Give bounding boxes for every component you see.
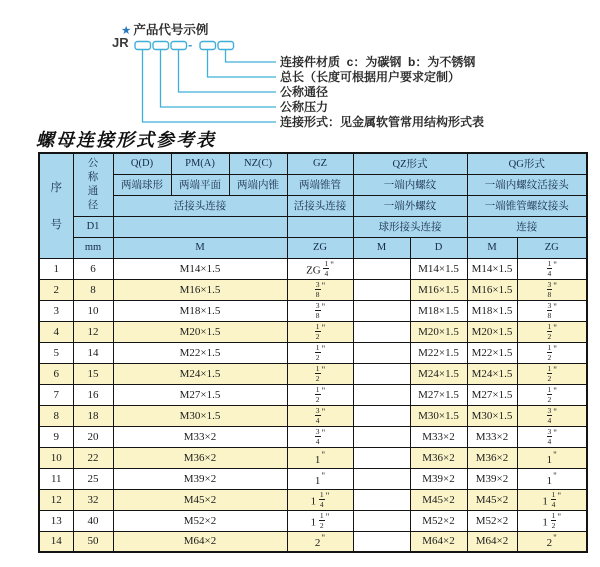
- code-box: [135, 42, 151, 50]
- cell-thread-m: M16×1.5: [113, 279, 287, 300]
- cell-dn: 12: [73, 321, 113, 342]
- header-d-qz: D: [410, 237, 467, 258]
- cell-qg-zg: $\frac{1}{2}$ ": [517, 342, 587, 363]
- cell-gz: 1 $\frac{1}{4}$ ": [287, 489, 353, 510]
- reference-table: [38, 152, 588, 553]
- cell-dn: 15: [73, 363, 113, 384]
- cell-qg-zg: 1 $\frac{1}{2}$ ": [517, 510, 587, 531]
- cell-thread-m: M52×2: [113, 510, 287, 531]
- table-row: [39, 426, 587, 447]
- cell-dn: 20: [73, 426, 113, 447]
- cell-thread-m: M20×1.5: [113, 321, 287, 342]
- table-row: [39, 468, 587, 489]
- cell-qz-m: [353, 426, 410, 447]
- cell-qz-d: M18×1.5: [410, 300, 467, 321]
- table-row: [39, 510, 587, 531]
- header-unit: mm: [73, 237, 113, 258]
- cell-qg-zg: 1": [517, 447, 587, 468]
- cell-qg-m: M14×1.5: [467, 258, 517, 279]
- code-label-diameter: 公称通径: [280, 85, 329, 99]
- cell-gz: $\frac{1}{2}$ ": [287, 384, 353, 405]
- cell-gz: $\frac{3}{8}$ ": [287, 279, 353, 300]
- cell-dn: 16: [73, 384, 113, 405]
- cell-qg-m: M52×2: [467, 510, 517, 531]
- cell-qz-m: [353, 342, 410, 363]
- cell-qz-d: M39×2: [410, 468, 467, 489]
- cell-qg-zg: $\frac{3}{8}$ ": [517, 279, 587, 300]
- header-union-connection: 活接头连接: [113, 195, 287, 216]
- cell-dn: 50: [73, 531, 113, 552]
- header-col-q: Q(D): [113, 153, 171, 174]
- cell-thread-m: M27×1.5: [113, 384, 287, 405]
- cell-gz: 1": [287, 468, 353, 489]
- cell-seq: 13: [39, 510, 73, 531]
- cell-gz: 1": [287, 447, 353, 468]
- cell-seq: 7: [39, 384, 73, 405]
- code-label-connection: 连接形式：见金属软管常用结构形式表: [280, 115, 485, 129]
- cell-seq: 1: [39, 258, 73, 279]
- cell-qz-m: [353, 468, 410, 489]
- header-m-q: M: [113, 237, 287, 258]
- cell-seq: 8: [39, 405, 73, 426]
- header-seq: 序 号: [39, 153, 73, 258]
- cell-thread-m: M33×2: [113, 426, 287, 447]
- cell-qg-m: M27×1.5: [467, 384, 517, 405]
- table-row: [39, 405, 587, 426]
- cell-thread-m: M30×1.5: [113, 405, 287, 426]
- table-row: [39, 363, 587, 384]
- cell-qg-m: M22×1.5: [467, 342, 517, 363]
- cell-seq: 14: [39, 531, 73, 552]
- cell-qg-m: M36×2: [467, 447, 517, 468]
- header-qg-sub1: 一端内螺纹活接头: [467, 174, 587, 195]
- header-zg-qg: ZG: [517, 237, 587, 258]
- cell-seq: 4: [39, 321, 73, 342]
- code-label-length: 总长（长度可根据用户要求定制）: [280, 70, 461, 84]
- cell-qz-d: M22×1.5: [410, 342, 467, 363]
- cell-seq: 2: [39, 279, 73, 300]
- cell-seq: 9: [39, 426, 73, 447]
- cell-qg-m: M18×1.5: [467, 300, 517, 321]
- cell-gz: $\frac{3}{4}$ ": [287, 426, 353, 447]
- table-row: [39, 300, 587, 321]
- table-title: 螺母连接形式参考表: [36, 130, 216, 151]
- header-col-gz: GZ: [287, 153, 353, 174]
- cell-qz-d: M20×1.5: [410, 321, 467, 342]
- cell-qz-m: [353, 384, 410, 405]
- cell-qz-m: [353, 321, 410, 342]
- header-qz-connection: 球形接头连接: [353, 216, 467, 237]
- cell-qz-d: M45×2: [410, 489, 467, 510]
- code-label-pressure: 公称压力: [280, 100, 329, 114]
- cell-thread-m: M36×2: [113, 447, 287, 468]
- cell-qz-m: [353, 258, 410, 279]
- cell-qz-d: M27×1.5: [410, 384, 467, 405]
- table-row: [39, 321, 587, 342]
- cell-thread-m: M24×1.5: [113, 363, 287, 384]
- cell-qg-zg: 1 $\frac{1}{4}$ ": [517, 489, 587, 510]
- header-col-qg: QG形式: [467, 153, 587, 174]
- cell-qg-m: M33×2: [467, 426, 517, 447]
- cell-seq: 11: [39, 468, 73, 489]
- cell-qg-m: M24×1.5: [467, 363, 517, 384]
- cell-qz-m: [353, 279, 410, 300]
- header-col-pm: PM(A): [171, 153, 229, 174]
- cell-qz-d: M16×1.5: [410, 279, 467, 300]
- cell-qg-zg: 1": [517, 468, 587, 489]
- code-label-material: 连接件材质 c：为碳钢 b：为不锈钢: [280, 55, 476, 69]
- cell-qg-zg: $\frac{3}{8}$ ": [517, 300, 587, 321]
- cell-dn: 25: [73, 468, 113, 489]
- header-zg-gz: ZG: [287, 237, 353, 258]
- cell-qg-zg: $\frac{3}{4}$ ": [517, 405, 587, 426]
- cell-thread-m: M22×1.5: [113, 342, 287, 363]
- table-header: [39, 153, 587, 258]
- cell-seq: 6: [39, 363, 73, 384]
- cell-dn: 32: [73, 489, 113, 510]
- header-pm-sub: 两端平面: [171, 174, 229, 195]
- cell-gz: 1 $\frac{1}{2}$ ": [287, 510, 353, 531]
- cell-seq: 10: [39, 447, 73, 468]
- cell-seq: 5: [39, 342, 73, 363]
- table-row: [39, 531, 587, 552]
- cell-qz-d: M64×2: [410, 531, 467, 552]
- cell-dn: 18: [73, 405, 113, 426]
- header-dn: 公 称 通 径: [73, 153, 113, 216]
- cell-qg-m: M16×1.5: [467, 279, 517, 300]
- table-row: [39, 489, 587, 510]
- header-q-sub: 两端球形: [113, 174, 171, 195]
- header-qz-sub1: 一端内螺纹: [353, 174, 467, 195]
- header-nz-sub: 两端内锥: [229, 174, 287, 195]
- cell-dn: 22: [73, 447, 113, 468]
- cell-qz-d: M36×2: [410, 447, 467, 468]
- cell-qg-zg: $\frac{1}{2}$ ": [517, 363, 587, 384]
- cell-qz-d: M30×1.5: [410, 405, 467, 426]
- cell-seq: 3: [39, 300, 73, 321]
- cell-thread-m: M14×1.5: [113, 258, 287, 279]
- cell-thread-m: M18×1.5: [113, 300, 287, 321]
- table-row: [39, 447, 587, 468]
- cell-qz-m: [353, 510, 410, 531]
- cell-dn: 14: [73, 342, 113, 363]
- cell-qg-zg: $\frac{1}{2}$ ": [517, 384, 587, 405]
- cell-qg-m: M64×2: [467, 531, 517, 552]
- code-dash: -: [188, 37, 193, 52]
- header-qg-connection: 连接: [467, 216, 587, 237]
- code-box: [171, 42, 187, 50]
- cell-qz-m: [353, 447, 410, 468]
- cell-qz-d: M24×1.5: [410, 363, 467, 384]
- cell-qz-m: [353, 363, 410, 384]
- cell-gz: $\frac{1}{2}$ ": [287, 321, 353, 342]
- cell-qg-m: M45×2: [467, 489, 517, 510]
- header-gz-sub: 两端锥管: [287, 174, 353, 195]
- header-qg-sub2: 一端锥管螺纹接头: [467, 195, 587, 216]
- cell-gz: $\frac{1}{2}$ ": [287, 342, 353, 363]
- cell-dn: 40: [73, 510, 113, 531]
- header-col-qz: QZ形式: [353, 153, 467, 174]
- table-body: [39, 258, 587, 552]
- header-empty-qpmnz: [113, 216, 287, 237]
- diagram-heading-text: 产品代号示例: [133, 23, 209, 37]
- header-gz-connection: 活接头连接: [287, 195, 353, 216]
- cell-thread-m: M45×2: [113, 489, 287, 510]
- cell-qg-zg: $\frac{1}{2}$ ": [517, 321, 587, 342]
- header-m-qz: M: [353, 237, 410, 258]
- cell-qg-m: M30×1.5: [467, 405, 517, 426]
- cell-thread-m: M39×2: [113, 468, 287, 489]
- code-box: [218, 42, 234, 50]
- cell-qg-m: M20×1.5: [467, 321, 517, 342]
- header-d1: D1: [73, 216, 113, 237]
- cell-gz: $\frac{1}{2}$ ": [287, 363, 353, 384]
- cell-dn: 10: [73, 300, 113, 321]
- cell-thread-m: M64×2: [113, 531, 287, 552]
- cell-qz-m: [353, 300, 410, 321]
- cell-qz-d: M14×1.5: [410, 258, 467, 279]
- table-row: [39, 279, 587, 300]
- cell-qg-zg: $\frac{1}{4}$ ": [517, 258, 587, 279]
- table-row: [39, 258, 587, 279]
- cell-gz: ZG $\frac{1}{4}$ ": [287, 258, 353, 279]
- table-row: [39, 384, 587, 405]
- header-m-qg: M: [467, 237, 517, 258]
- code-box: [153, 42, 169, 50]
- header-empty-gz: [287, 216, 353, 237]
- code-prefix: JR: [112, 35, 129, 50]
- cell-gz: $\frac{3}{8}$ ": [287, 300, 353, 321]
- table-row: [39, 342, 587, 363]
- code-box: [200, 42, 216, 50]
- leader-lines: [143, 50, 277, 122]
- cell-qg-zg: $\frac{3}{4}$ ": [517, 426, 587, 447]
- cell-qz-d: M52×2: [410, 510, 467, 531]
- header-col-nz: NZ(C): [229, 153, 287, 174]
- cell-qg-m: M39×2: [467, 468, 517, 489]
- cell-qz-d: M33×2: [410, 426, 467, 447]
- cell-dn: 8: [73, 279, 113, 300]
- cell-qz-m: [353, 489, 410, 510]
- header-qz-sub2: 一端外螺纹: [353, 195, 467, 216]
- cell-qg-zg: 2": [517, 531, 587, 552]
- cell-qz-m: [353, 405, 410, 426]
- cell-qz-m: [353, 531, 410, 552]
- cell-gz: $\frac{3}{4}$ ": [287, 405, 353, 426]
- cell-seq: 12: [39, 489, 73, 510]
- star-icon: ★: [121, 25, 132, 37]
- cell-gz: 2": [287, 531, 353, 552]
- cell-dn: 6: [73, 258, 113, 279]
